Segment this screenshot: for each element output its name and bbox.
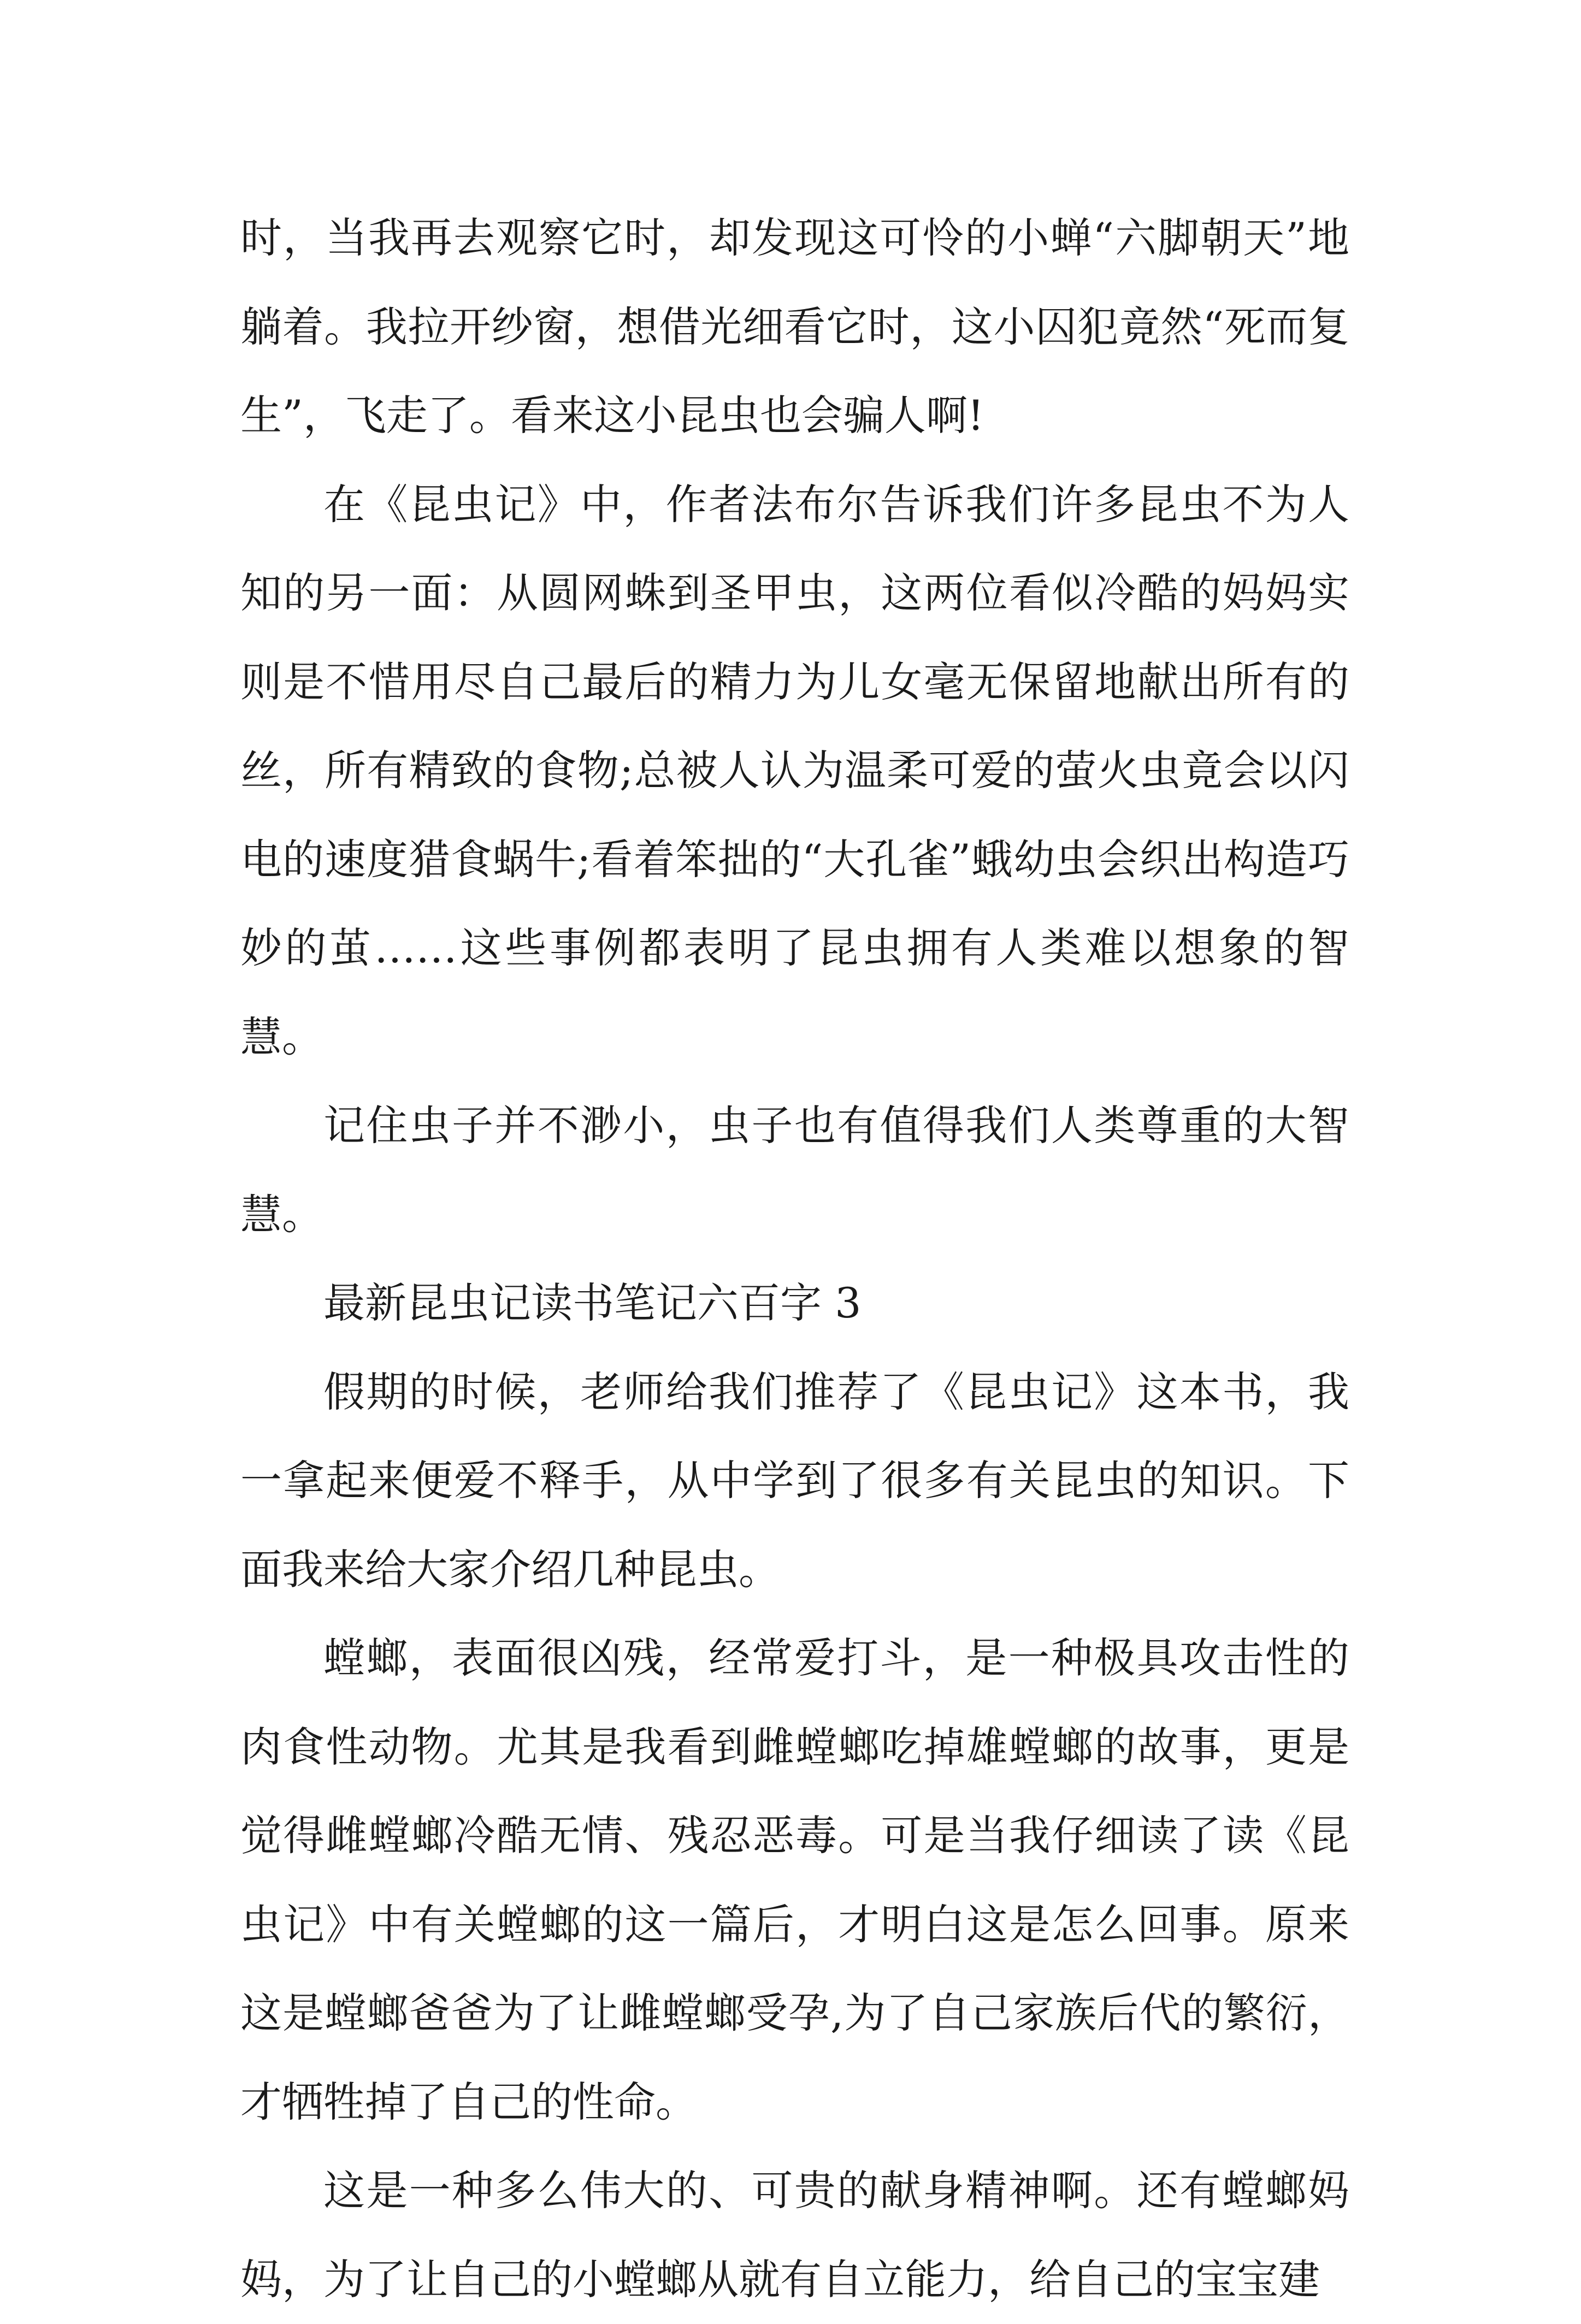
paragraph: 在《昆虫记》中，作者法布尔告诉我们许多昆虫不为人知的另一面：从圆网蛛到圣甲虫，这两位看似冷酷的妈妈实则是不惜用尽自己最后的精力为儿女毫无保留地献出所有的丝，所有精致的食物;总被人认为温柔可爱的萤火虫竟会以闪电的速度猎食蜗牛;看着笨拙的“大孔雀”蛾幼虫会织出构造巧妙的茧……这些事例都表明了昆虫拥有人类难以想象的智慧。 bbox=[240, 480, 1349, 1061]
paragraph: 假期的时候，老师给我们推荐了《昆虫记》这本书，我一拿起来便爱不释手，从中学到了很多有关昆虫的知识。下面我来给大家介绍几种昆虫。 bbox=[240, 1367, 1349, 1594]
document-body bbox=[240, 194, 1349, 2324]
paragraph-continuation: 时，当我再去观察它时，却发现这可怜的小蝉“六脚朝天”地躺着。我拉开纱窗，想借光细看它时，这小囚犯竟然“死而复生”，飞走了。看来这小昆虫也会骗人啊! bbox=[240, 214, 1349, 440]
paragraph: 螳螂，表面很凶残，经常爱打斗，是一种极具攻击性的肉食性动物。尤其是我看到雌螳螂吃掉雄螳螂的故事，更是觉得雌螳螂冷酷无情、残忍恶毒。可是当我仔细读了读《昆虫记》中有关螳螂的这一篇后，才明白这是怎么回事。原来这是螳螂爸爸为了让雌螳螂受孕,为了自己家族后代的繁衍，才牺牲掉了自己的性命。 bbox=[240, 1634, 1349, 2126]
paragraph: 这是一种多么伟大的、可贵的献身精神啊。还有螳螂妈妈，为了让自己的小螳螂从就有自立能力，给自己的宝宝建 bbox=[240, 2166, 1349, 2304]
paragraph: 记住虫子并不渺小，虫子也有值得我们人类尊重的大智慧。 bbox=[240, 1101, 1349, 1239]
section-heading: 最新昆虫记读书笔记六百字 3 bbox=[323, 1279, 862, 1327]
